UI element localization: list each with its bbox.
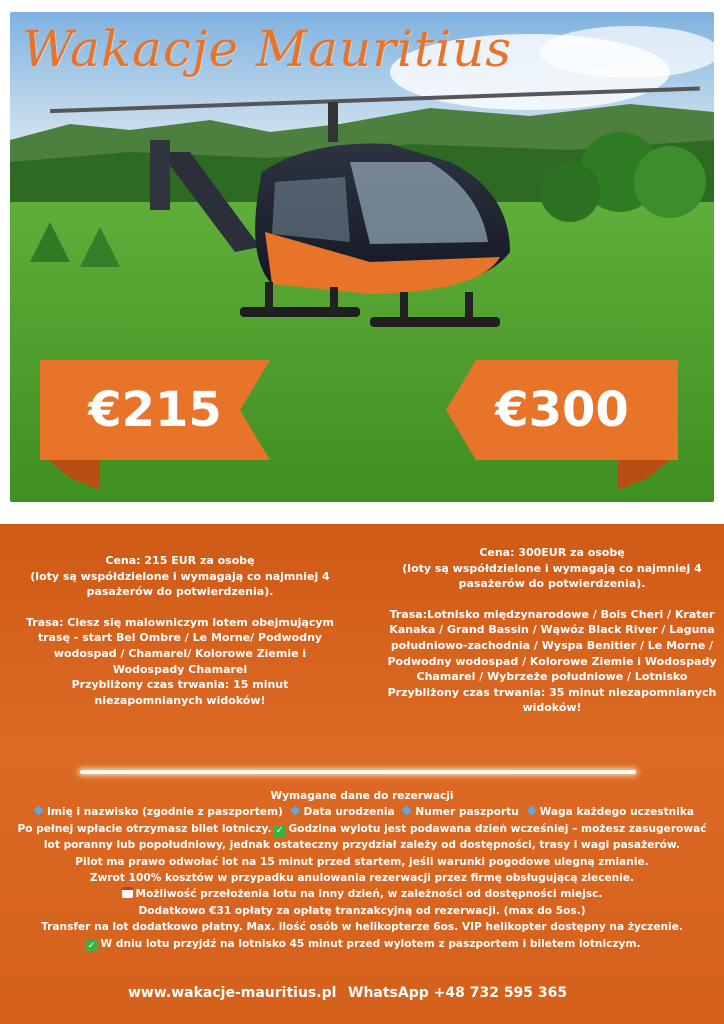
checkmark-icon: ✓ bbox=[85, 940, 97, 952]
req-line-pilot: Pilot ma prawo odwołać lot na 15 minut przed startem, jeśli warunki pogodowe ulegną zmianie. bbox=[75, 855, 649, 868]
checkmark-icon: ✓ bbox=[273, 825, 285, 837]
req-ticket-text: Po pełnej wpłacie otrzymasz bilet lotniczy. bbox=[17, 822, 272, 835]
req-item-weight: Waga każdego uczestnika bbox=[539, 806, 695, 819]
offer-left bbox=[20, 553, 340, 708]
whatsapp-contact[interactable]: WhatsApp +48 732 595 365 bbox=[348, 985, 568, 1001]
offer-right bbox=[382, 545, 722, 716]
diamond-icon bbox=[290, 806, 300, 816]
req-line-reschedule bbox=[6, 886, 718, 902]
req-line-refund: Zwrot 100% kosztów w przypadku anulowania rezerwacji przez firmę obsługującą zlecenie. bbox=[89, 872, 635, 885]
price-right: €300 bbox=[495, 382, 629, 438]
requirements-list bbox=[6, 804, 718, 820]
offer-right-route: Trasa:Lotnisko międzynarodowe / Bois Cheri / Krater Kanaka / Grand Bassin / Wąwóz Black River / Laguna południowo-zachodnia / Wyspa Benitier / Le Morne / Podwodny wodospad / Kolorowe Ziemie i Wodospady Chamarel / Wybrzeże południowe / Lotnisko bbox=[387, 607, 717, 684]
website-link[interactable]: www.wakacje-mauritius.pl bbox=[128, 985, 337, 1001]
req-item-passport: Numer paszportu bbox=[415, 806, 519, 819]
offer-right-duration: Przybliżony czas trwania: 35 minut niezapomnianych widoków! bbox=[387, 685, 717, 715]
req-arrival-text: W dniu lotu przyjdź na lotnisko 45 minut przed wylotem z paszportem i biletem lotniczym. bbox=[100, 937, 641, 950]
offer-left-duration: Przybliżony czas trwania: 15 minut niezapomnianych widoków! bbox=[71, 678, 289, 707]
req-line-arrival bbox=[6, 936, 718, 952]
req-reschedule-text: Możliwość przełożenia lotu na inny dzień, w zależności od dostępności miejsc. bbox=[135, 888, 603, 901]
requirements-heading: Wymagane dane do rezerwacji bbox=[270, 790, 454, 802]
offer-right-note: (loty są współdzielone i wymagają co najmniej 4 pasażerów do potwierdzenia). bbox=[402, 561, 702, 591]
diamond-icon bbox=[526, 806, 536, 816]
req-item-name: Imię i nazwisko (zgodnie z paszportem) bbox=[46, 806, 283, 819]
divider-glow bbox=[80, 770, 636, 774]
req-line-transfer: Transfer na lot dodatkowo płatny. Max. ilość osób w helikopterze 6os. VIP helikopter dostępny na życzenie. bbox=[41, 921, 683, 934]
price-left: €215 bbox=[88, 382, 222, 438]
brand-title: Wakacje Mauritius bbox=[22, 20, 512, 78]
offer-right-price: Cena: 300EUR za osobę bbox=[479, 546, 625, 559]
calendar-icon bbox=[122, 887, 133, 898]
req-departure-text: Godzina wylotu jest podawana dzień wcześniej – możesz zasugerować bbox=[288, 822, 707, 835]
req-line-fee: Dodatkowo €31 opłaty za opłatę tranzakcyjną od rezerwacji. (max do 5os.) bbox=[138, 904, 586, 917]
req-item-birthdate: Data urodzenia bbox=[303, 806, 395, 819]
offer-left-note: (loty są współdzielone i wymagają co najmniej 4 pasażerów do potwierdzenia). bbox=[30, 569, 330, 599]
price-tag-300 bbox=[446, 360, 678, 460]
price-tag-215 bbox=[40, 360, 270, 460]
offer-left-price: Cena: 215 EUR za osobę bbox=[105, 554, 255, 567]
req-line-ticket bbox=[6, 821, 718, 837]
req-line-flight-slot: lot poranny lub popołudniowy, jednak ostateczny przydział zależy od dostępności, trasy i wagi pasażerów. bbox=[43, 839, 681, 852]
diamond-icon bbox=[34, 806, 44, 816]
offer-left-route: Trasa: Ciesz się malowniczym lotem obejmującym trasę - start Bel Ombre / Le Morne/ Podwodny wodospad / Chamarel/ Kolorowe Ziemie i Wodospady Chamarel bbox=[25, 615, 335, 676]
diamond-icon bbox=[402, 806, 412, 816]
requirements-block bbox=[6, 788, 718, 952]
